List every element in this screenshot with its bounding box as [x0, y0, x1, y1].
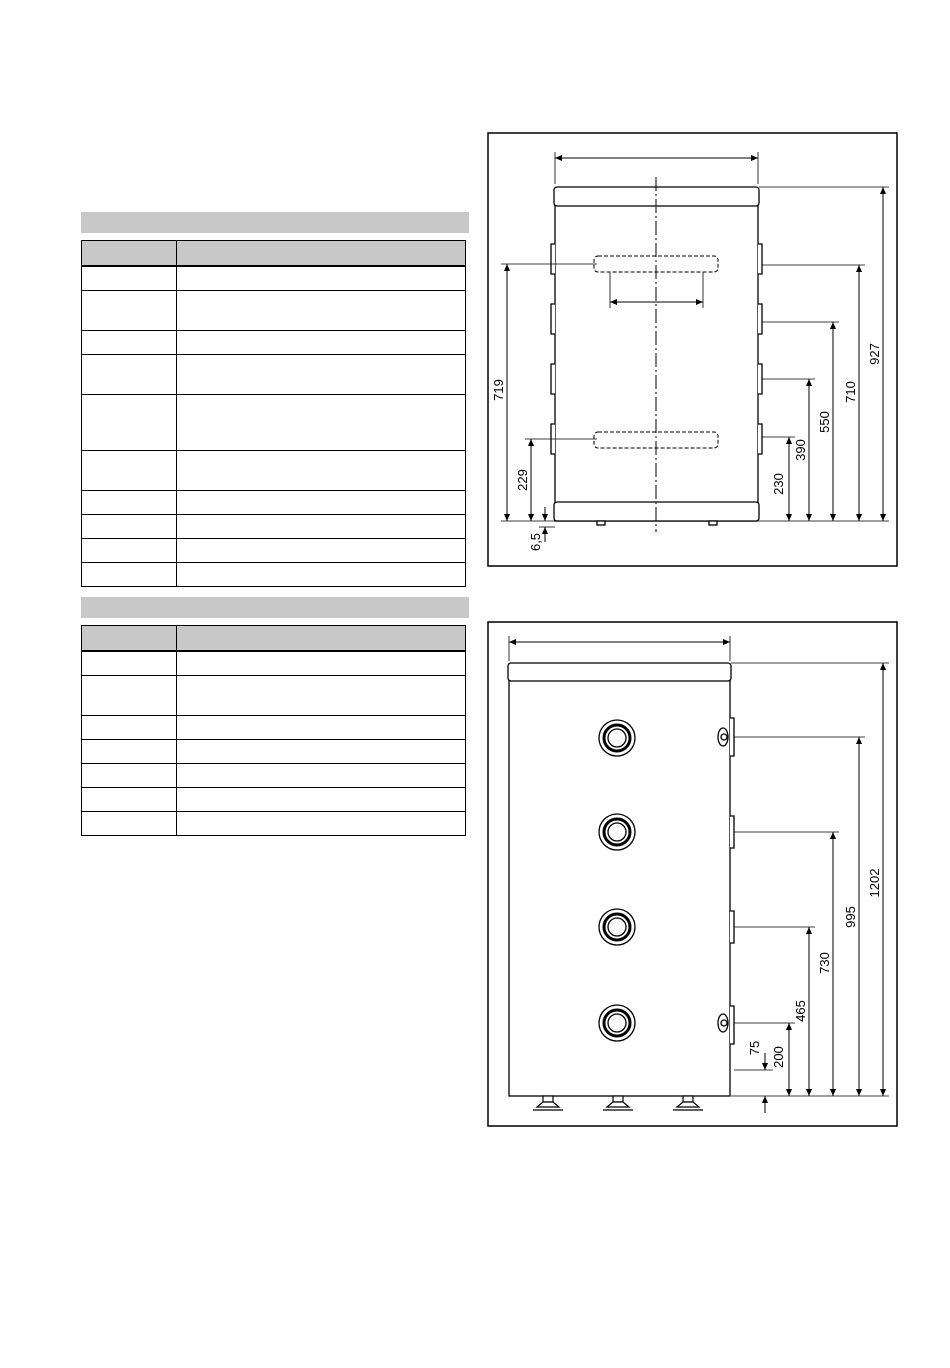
table-row: [82, 290, 466, 330]
dimension-label: 927: [867, 343, 882, 365]
table-cell: [82, 290, 177, 330]
dimension-label: 75: [747, 1040, 762, 1056]
table-cell: [82, 538, 177, 562]
dimension-label: 6,5: [528, 532, 543, 552]
table-row: [82, 787, 466, 811]
table-cell: [177, 675, 466, 715]
table-cell: [82, 450, 177, 490]
dimension-label: 465: [793, 1000, 808, 1022]
table-header-cell: [177, 626, 466, 652]
table-header-row: [82, 626, 466, 652]
table-body: [82, 651, 466, 835]
table-row: [82, 811, 466, 835]
table-row: [82, 354, 466, 394]
section-bar-2: [81, 597, 469, 618]
table-header-cell: [82, 241, 177, 267]
table-cell: [82, 715, 177, 739]
table-cell: [177, 450, 466, 490]
tank-front-view-figure: [487, 132, 898, 567]
table-cell: [82, 490, 177, 514]
dimension-label: 1202: [867, 868, 882, 898]
dimension-label: 229: [515, 469, 530, 491]
dimension-label: 200: [771, 1046, 786, 1068]
section-bar-1: [81, 212, 469, 233]
table-row: [82, 739, 466, 763]
table-header-cell: [82, 626, 177, 652]
table-row: [82, 394, 466, 450]
table-row: [82, 538, 466, 562]
dimension-label: 230: [771, 473, 786, 495]
spec-table-2: [81, 625, 466, 836]
table-header-cell: [177, 241, 466, 267]
table-cell: [82, 811, 177, 835]
dimension-label: 390: [793, 439, 808, 461]
table-row: [82, 450, 466, 490]
table-cell: [177, 330, 466, 354]
table-cell: [177, 290, 466, 330]
dimension-label: 719: [491, 379, 506, 401]
table-row: [82, 651, 466, 675]
table-cell: [82, 354, 177, 394]
table-row: [82, 562, 466, 586]
table-row: [82, 675, 466, 715]
table-cell: [177, 739, 466, 763]
table-body: [82, 266, 466, 586]
adjustable-feet: [533, 1096, 703, 1110]
table-cell: [82, 787, 177, 811]
table-cell: [177, 266, 466, 290]
table-row: [82, 330, 466, 354]
table-cell: [177, 490, 466, 514]
dimension-label: 550: [817, 411, 832, 433]
table-cell: [177, 811, 466, 835]
table-row: [82, 490, 466, 514]
spec-table-1: [81, 240, 466, 587]
table-cell: [82, 651, 177, 675]
dimension-label: 995: [843, 906, 858, 928]
table-cell: [177, 538, 466, 562]
table-cell: [177, 715, 466, 739]
dimension-label: 710: [843, 381, 858, 403]
table-cell: [82, 562, 177, 586]
table-row: [82, 266, 466, 290]
dimension-label: 730: [817, 952, 832, 974]
table-cell: [82, 394, 177, 450]
table-row: [82, 715, 466, 739]
table-row: [82, 514, 466, 538]
table-cell: [82, 330, 177, 354]
table-cell: [177, 354, 466, 394]
table-cell: [177, 651, 466, 675]
table-cell: [82, 675, 177, 715]
table-cell: [177, 394, 466, 450]
table-cell: [177, 514, 466, 538]
table-cell: [177, 787, 466, 811]
table-cell: [82, 266, 177, 290]
table-cell: [82, 739, 177, 763]
table-cell: [177, 763, 466, 787]
table-header-row: [82, 241, 466, 267]
table-cell: [82, 514, 177, 538]
table-row: [82, 763, 466, 787]
tank-side-view-figure: [487, 621, 898, 1127]
table-cell: [82, 763, 177, 787]
table-cell: [177, 562, 466, 586]
